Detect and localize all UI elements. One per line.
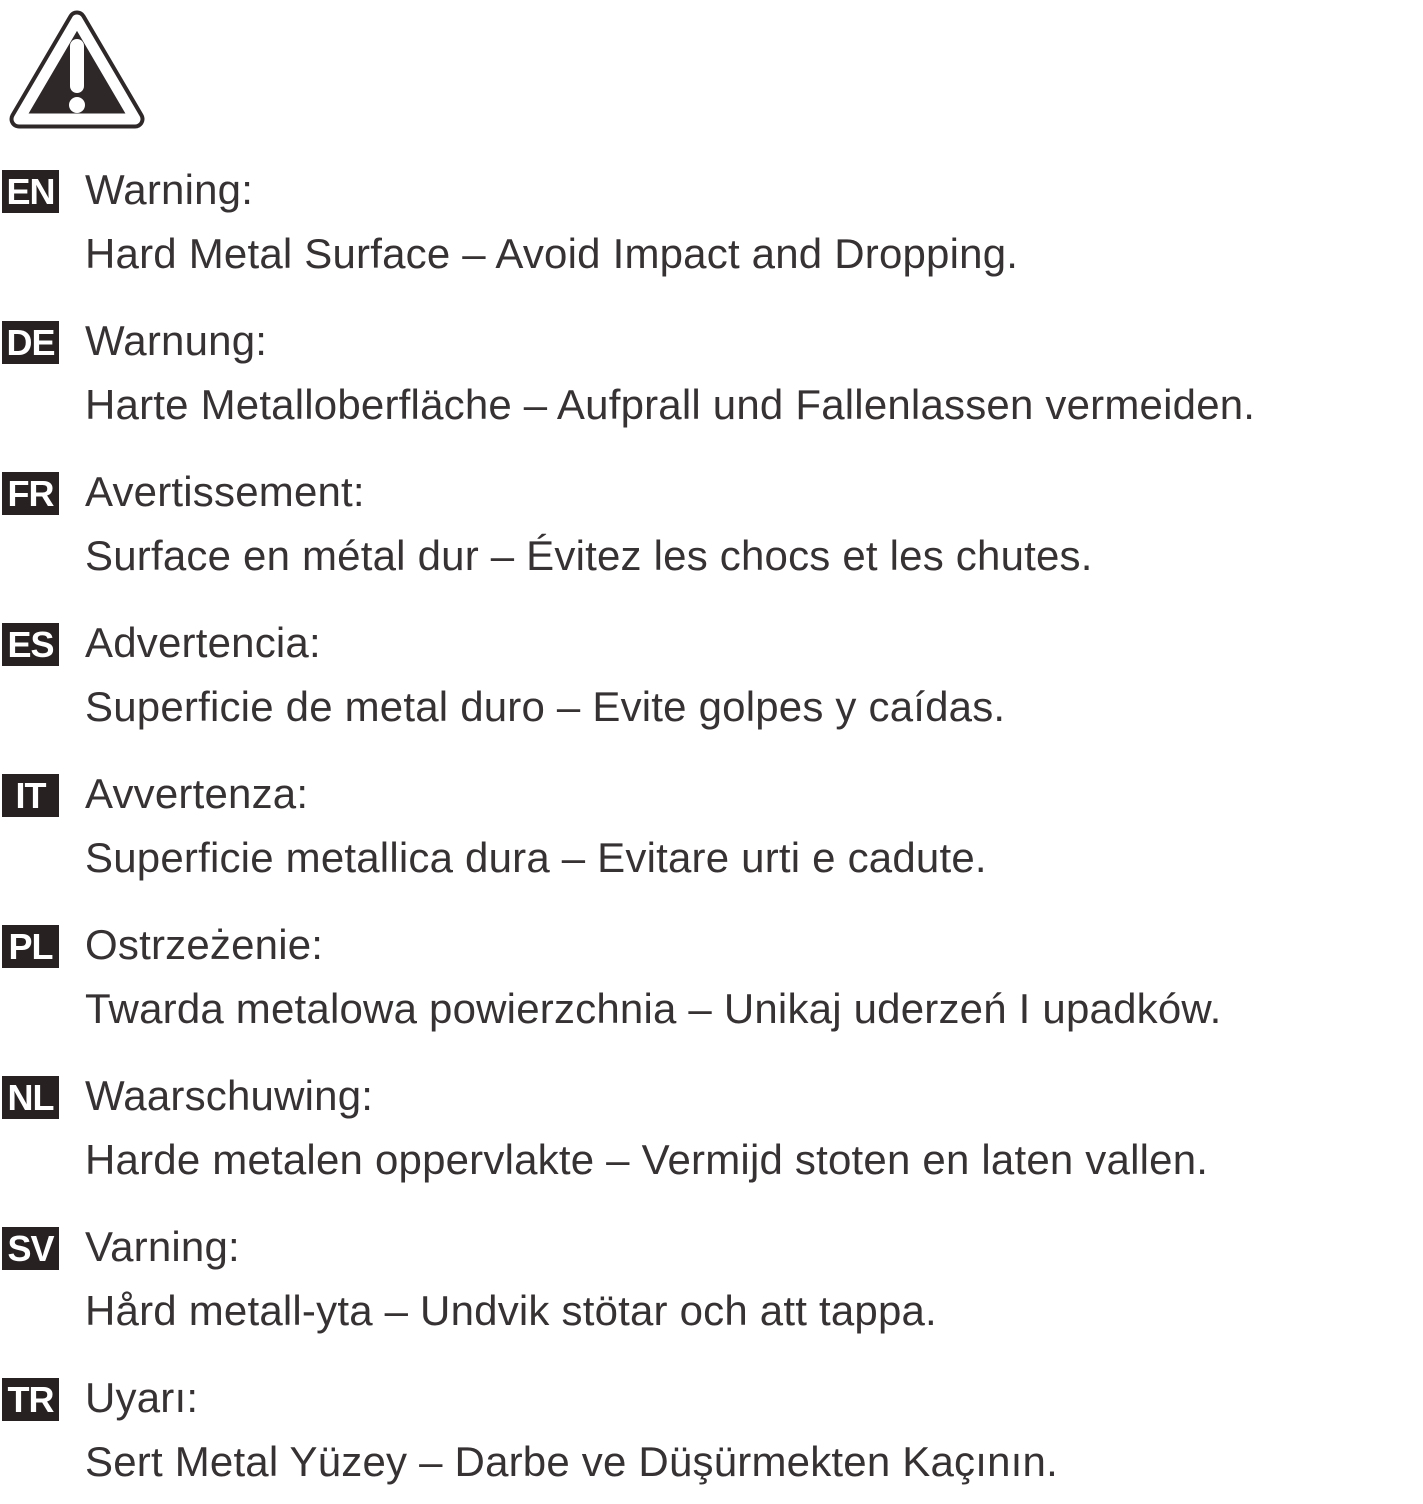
warning-body-de: Harte Metalloberfläche – Aufprall und Fallenlassen vermeiden. <box>85 381 1256 428</box>
language-badge-nl: NL <box>2 1076 59 1119</box>
warning-list <box>0 158 1423 1494</box>
warning-item-en <box>2 158 1423 286</box>
language-badge-es: ES <box>2 623 59 666</box>
warning-item-de <box>2 309 1423 437</box>
warning-body-tr: Sert Metal Yüzey – Darbe ve Düşürmekten Kaçının. <box>85 1438 1058 1485</box>
warning-item-tr <box>2 1366 1423 1494</box>
warning-item-it <box>2 762 1423 890</box>
warning-title-fr: Avertissement: <box>85 468 365 515</box>
warning-body-nl: Harde metalen oppervlakte – Vermijd stoten en laten vallen. <box>85 1136 1209 1183</box>
warning-item-fr <box>2 460 1423 588</box>
warning-title-sv: Varning: <box>85 1223 240 1270</box>
warning-title-en: Warning: <box>85 166 254 213</box>
warning-body-pl: Twarda metalowa powierzchnia – Unikaj uderzeń I upadków. <box>85 985 1222 1032</box>
warning-item-es <box>2 611 1423 739</box>
warning-triangle-icon <box>6 4 148 134</box>
warning-body-sv: Hård metall-yta – Undvik stötar och att tappa. <box>85 1287 937 1334</box>
warning-item-sv <box>2 1215 1423 1343</box>
warning-title-es: Advertencia: <box>85 619 321 666</box>
language-badge-sv: SV <box>2 1227 59 1270</box>
warning-body-es: Superficie de metal duro – Evite golpes y caídas. <box>85 683 1006 730</box>
language-badge-de: DE <box>2 321 59 364</box>
language-badge-pl: PL <box>2 925 59 968</box>
warning-title-de: Warnung: <box>85 317 268 364</box>
language-badge-en: EN <box>2 170 59 213</box>
warning-body-en: Hard Metal Surface – Avoid Impact and Dropping. <box>85 230 1019 277</box>
warning-title-tr: Uyarı: <box>85 1374 199 1421</box>
warning-title-it: Avvertenza: <box>85 770 309 817</box>
warning-item-nl <box>2 1064 1423 1192</box>
language-badge-tr: TR <box>2 1378 59 1421</box>
warning-body-fr: Surface en métal dur – Évitez les chocs et les chutes. <box>85 532 1093 579</box>
warning-item-pl <box>2 913 1423 1041</box>
warning-title-pl: Ostrzeżenie: <box>85 921 324 968</box>
language-badge-fr: FR <box>2 472 59 515</box>
language-badge-it: IT <box>2 774 59 817</box>
warning-title-nl: Waarschuwing: <box>85 1072 374 1119</box>
warning-body-it: Superficie metallica dura – Evitare urti e cadute. <box>85 834 987 881</box>
